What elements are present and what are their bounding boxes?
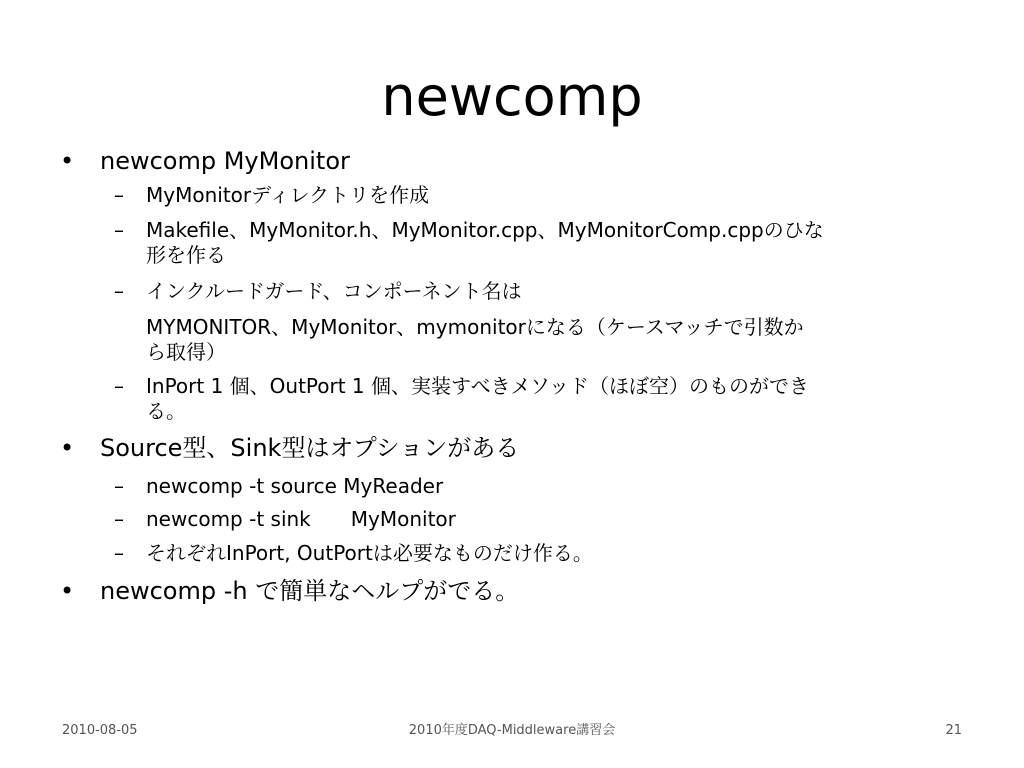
command-argument: MyMonitor [350, 507, 456, 531]
command-text: newcomp -t sink [146, 507, 311, 531]
dash-marker: – [114, 183, 124, 207]
dash-marker: – [114, 374, 124, 398]
sub-bullet-text: MyMonitorディレクトリを作成 [146, 183, 430, 207]
sub-bullet-text: InPort 1 個、OutPort 1 個、実装すべきメソッド（ほぼ空）のものができ [146, 374, 810, 398]
bullet-text: Source型、Sink型はオプションがある [100, 434, 520, 462]
sub-bullet-text: MYMONITOR、MyMonitor、mymonitorになる（ケースマッチで引数か [146, 315, 804, 339]
dash-marker: – [114, 507, 124, 531]
sub-bullet-text: newcomp -t source MyReader [146, 474, 444, 498]
bullet-marker: • [60, 147, 75, 175]
sub-bullet-text-continued: 形を作る [146, 243, 226, 267]
slide-title: newcomp [381, 65, 643, 128]
bullet-marker: • [60, 577, 75, 605]
sub-bullet-text: Makefile、MyMonitor.h、MyMonitor.cpp、MyMonitorComp.cppのひな [146, 218, 824, 242]
footer-page-number: 21 [945, 723, 962, 738]
bullet-text: newcomp -h で簡単なヘルプがでる。 [100, 577, 520, 605]
bullet-text: newcomp MyMonitor [100, 147, 350, 175]
bullet-marker: • [60, 434, 75, 462]
dash-marker: – [114, 474, 124, 498]
sub-bullet-text [146, 507, 456, 532]
sub-bullet-text-continued: る。 [146, 399, 186, 423]
sub-bullet-text: インクルードガード、コンポーネント名は [146, 279, 522, 303]
sub-bullet-text-continued: ら取得） [146, 340, 226, 364]
dash-marker: – [114, 541, 124, 565]
dash-marker: – [114, 218, 124, 242]
footer-event: 2010年度DAQ-Middleware講習会 [408, 723, 616, 738]
footer-date: 2010-08-05 [62, 723, 138, 738]
dash-marker: – [114, 279, 124, 303]
sub-bullet-text: それぞれInPort, OutPortは必要なものだけ作る。 [146, 541, 593, 565]
